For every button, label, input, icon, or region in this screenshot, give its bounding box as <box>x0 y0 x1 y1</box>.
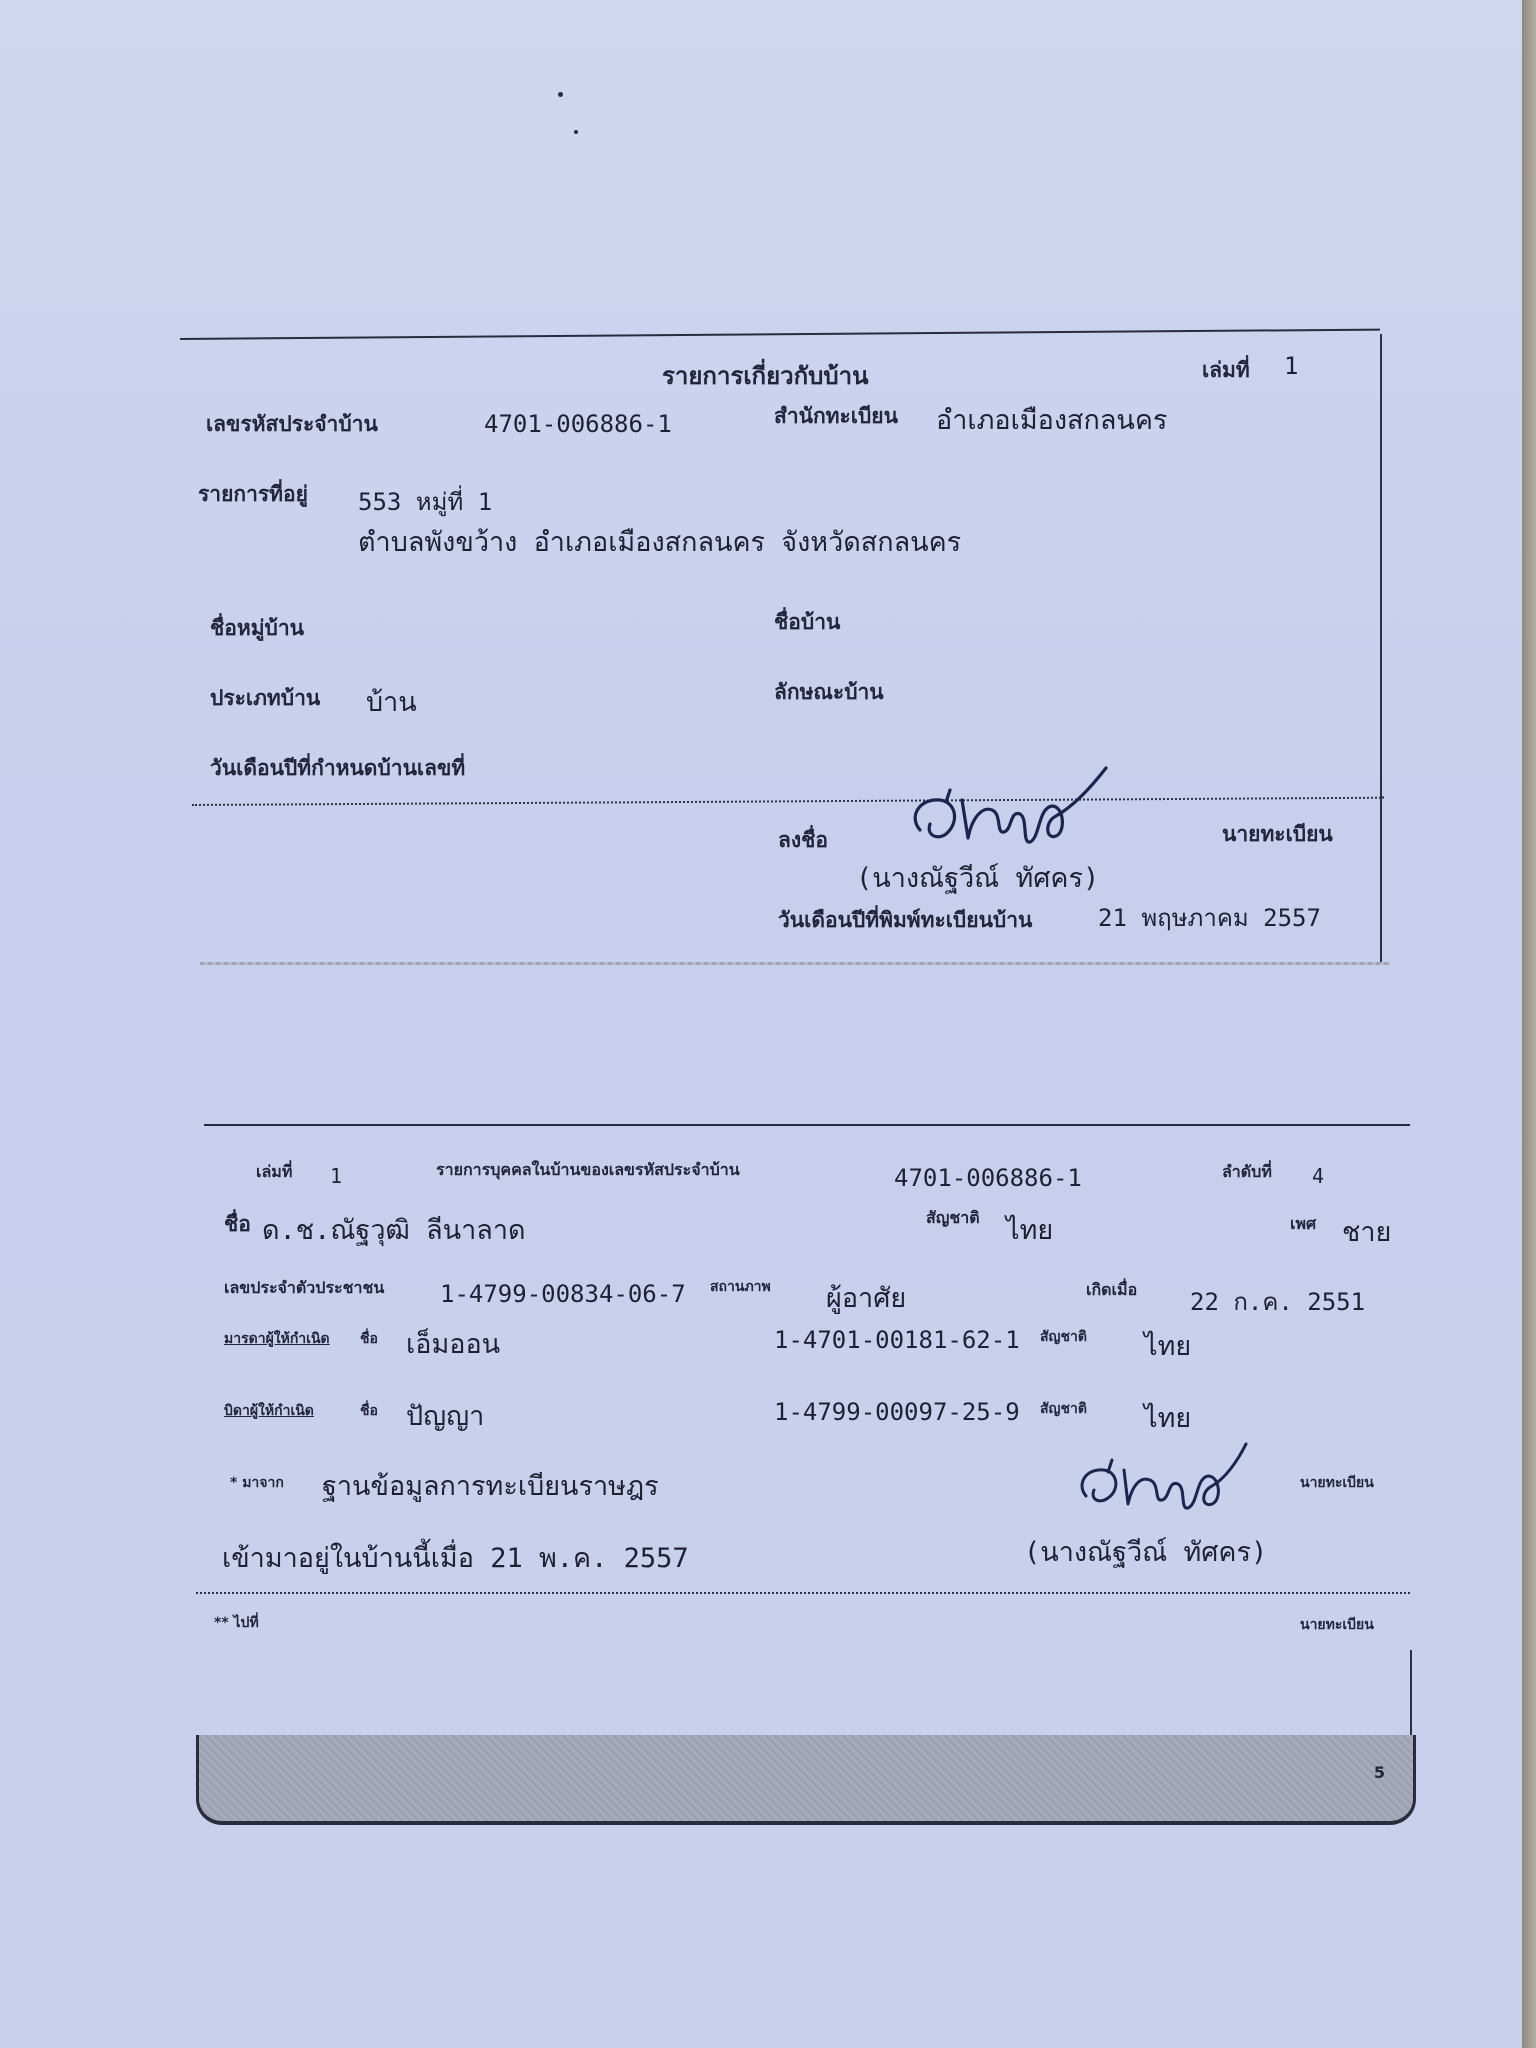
book-label: เล่มที่ <box>1202 358 1250 382</box>
nationality-value: ไทย <box>1006 1215 1054 1246</box>
id-label: เลขประจำตัวประชาชน <box>224 1278 385 1297</box>
house-type-value: บ้าน <box>366 687 417 718</box>
signed-label: ลงชื่อ <box>778 828 828 852</box>
house-code-label: เลขรหัสประจำบ้าน <box>206 412 378 436</box>
name-value: ด.ช.ณัฐวุฒิ ลีนาลาด <box>262 1215 526 1246</box>
status-value: ผู้อาศัย <box>826 1283 907 1314</box>
registrar-title: นายทะเบียน <box>1222 822 1333 846</box>
person-house-code: 4701-006886-1 <box>894 1164 1082 1192</box>
ink-speck <box>558 92 563 97</box>
order-value: 4 <box>1312 1164 1325 1188</box>
village-name-label: ชื่อหมู่บ้าน <box>210 616 305 640</box>
footer-band <box>196 1735 1416 1825</box>
born-label: เกิดเมื่อ <box>1086 1280 1138 1299</box>
registrar-signature <box>906 760 1112 860</box>
paper-edge <box>1522 0 1536 2048</box>
from-value: ฐานข้อมูลการทะเบียนราษฎร <box>322 1471 659 1502</box>
sex-value: ชาย <box>1342 1217 1392 1248</box>
house-name-label: ชื่อบ้าน <box>774 610 841 634</box>
status-label: สถานภาพ <box>710 1279 771 1295</box>
ink-speck <box>574 130 578 134</box>
house-section-title: รายการเกี่ยวกับบ้าน <box>662 362 869 390</box>
house-code-value: 4701-006886-1 <box>484 410 672 438</box>
father-nationality: ไทย <box>1144 1403 1192 1434</box>
mother-name: เอ็มออน <box>406 1329 501 1360</box>
name-label: ชื่อ <box>224 1212 251 1236</box>
house-type-label: ประเภทบ้าน <box>210 686 321 710</box>
mother-name-label: ชื่อ <box>360 1331 378 1347</box>
father-label: บิดาผู้ให้กำเนิด <box>224 1403 314 1419</box>
section-bottom-border <box>200 962 1390 965</box>
father-name-label: ชื่อ <box>360 1403 378 1419</box>
person-dotted-divider <box>196 1592 1410 1594</box>
print-date-value: 21 พฤษภาคม 2557 <box>1098 904 1321 932</box>
father-id: 1-4799-00097-25-9 <box>774 1398 1020 1426</box>
person-book-label: เล่มที่ <box>256 1162 293 1181</box>
house-character-label: ลักษณะบ้าน <box>774 680 884 704</box>
father-name: ปัญญา <box>406 1401 485 1432</box>
person-registrar-title: นายทะเบียน <box>1300 1475 1374 1491</box>
person-registrar-signature <box>1074 1438 1250 1518</box>
id-value: 1-4799-00834-06-7 <box>440 1280 686 1308</box>
mother-label: มารดาผู้ให้กำเนิด <box>224 1331 330 1347</box>
order-label: ลำดับที่ <box>1222 1162 1272 1181</box>
registrar-office-label: สำนักทะเบียน <box>774 404 898 428</box>
registrar-name: (นางณัฐวีณ์ ทัศคร) <box>856 863 1100 894</box>
address-label: รายการที่อยู่ <box>198 482 308 506</box>
father-nationality-label: สัญชาติ <box>1040 1401 1087 1417</box>
mother-nationality: ไทย <box>1144 1331 1192 1362</box>
sex-label: เพศ <box>1290 1214 1317 1233</box>
mother-id: 1-4701-00181-62-1 <box>774 1326 1020 1354</box>
person-top-border <box>204 1124 1410 1126</box>
print-date-label: วันเดือนปีที่พิมพ์ทะเบียนบ้าน <box>778 908 1033 932</box>
from-label: * มาจาก <box>230 1475 284 1491</box>
person-registrar-title-2: นายทะเบียน <box>1300 1617 1374 1633</box>
right-border <box>1380 334 1382 964</box>
moved-in-text: เข้ามาอยู่ในบ้านนี้เมื่อ 21 พ.ค. 2557 <box>222 1543 689 1574</box>
person-book-value: 1 <box>330 1164 343 1188</box>
to-label: ** ไปที่ <box>214 1615 259 1631</box>
nationality-label: สัญชาติ <box>926 1208 980 1227</box>
registrar-office-value: อำเภอเมืองสกลนคร <box>936 405 1168 436</box>
mother-nationality-label: สัญชาติ <box>1040 1329 1087 1345</box>
address-line2: ตำบลพังขว้าง อำเภอเมืองสกลนคร จังหวัดสกลนคร <box>358 527 962 558</box>
person-list-title: รายการบุคคลในบ้านของเลขรหัสประจำบ้าน <box>436 1160 740 1179</box>
address-line1: 553 หมู่ที่ 1 <box>358 488 493 516</box>
person-registrar-name: (นางณัฐวีณ์ ทัศคร) <box>1024 1537 1268 1568</box>
book-value: 1 <box>1284 352 1299 380</box>
number-assigned-date-label: วันเดือนปีที่กำหนดบ้านเลขที่ <box>210 756 466 780</box>
born-value: 22 ก.ค. 2551 <box>1190 1288 1366 1316</box>
page-number: 5 <box>1373 1763 1385 1782</box>
